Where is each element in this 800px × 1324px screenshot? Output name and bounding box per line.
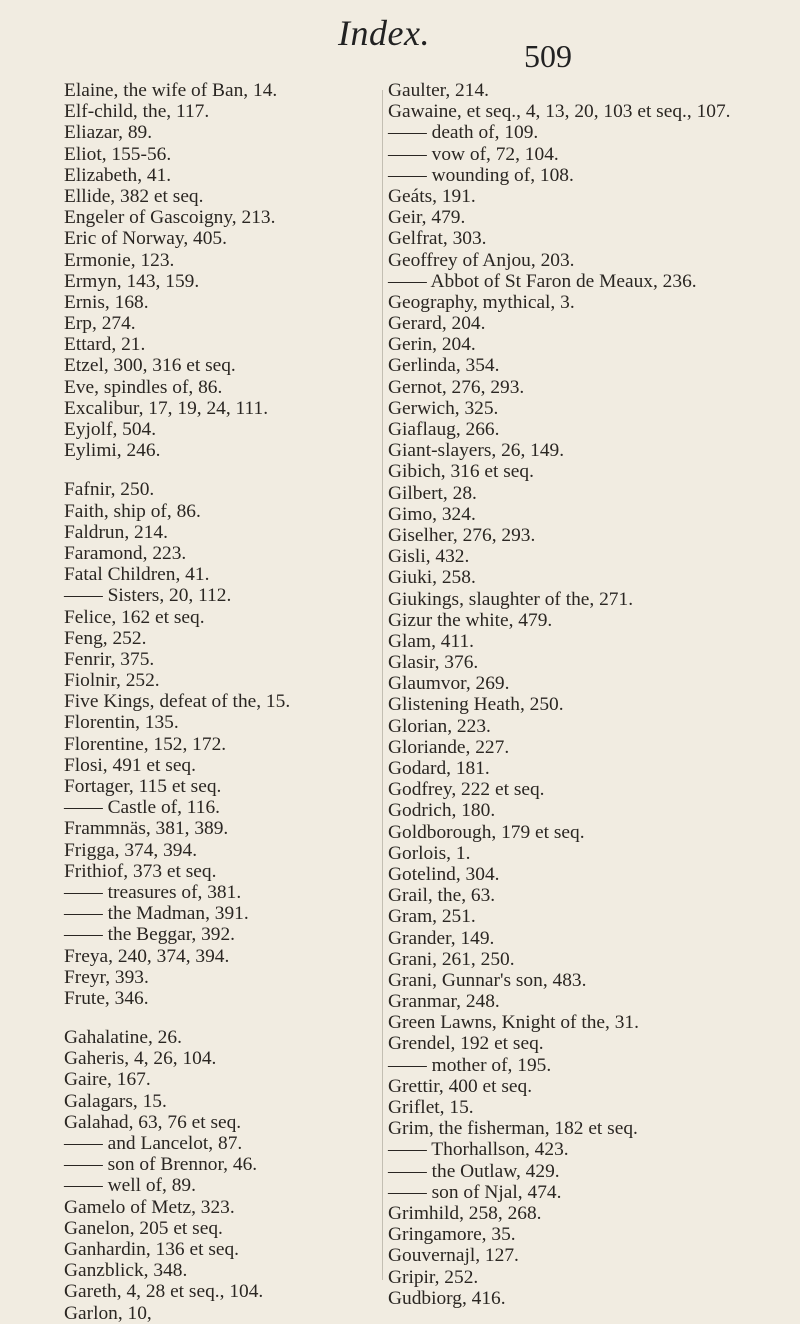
- index-entry: Giuki, 258.: [388, 567, 476, 589]
- index-entry: —— Thorhallson, 423.: [388, 1139, 569, 1161]
- index-entry: Ettard, 21.: [64, 334, 146, 356]
- index-entry: Gaire, 167.: [64, 1069, 151, 1091]
- index-entry: Gripir, 252.: [388, 1266, 479, 1288]
- index-entry: Fafnir, 250.: [64, 479, 155, 501]
- page-title: Index.: [338, 13, 430, 53]
- index-entry: Fenrir, 375.: [64, 648, 155, 670]
- index-entry: —— death of, 109.: [388, 122, 539, 144]
- index-entry: Grim, the fisherman, 182 et seq.: [388, 1118, 638, 1140]
- index-entry: Green Lawns, Knight of the, 31.: [388, 1012, 639, 1034]
- index-entry: —— vow of, 72, 104.: [388, 143, 559, 165]
- left-index-column: [64, 80, 394, 1324]
- index-entry: Grail, the, 63.: [388, 885, 496, 907]
- column-divider: [382, 90, 383, 1280]
- index-entry: —— Castle of, 116.: [64, 797, 221, 819]
- index-entry: —— Abbot of St Faron de Meaux, 236.: [388, 270, 697, 292]
- index-entry: Gerlinda, 354.: [388, 355, 500, 377]
- index-entry: Feng, 252.: [64, 627, 147, 649]
- index-entry: Gorlois, 1.: [388, 842, 471, 864]
- index-entry: Five Kings, defeat of the, 15.: [64, 691, 291, 713]
- index-entry: Ganzblick, 348.: [64, 1260, 188, 1282]
- index-entry: Gram, 251.: [388, 906, 476, 928]
- index-entry: Ganelon, 205 et seq.: [64, 1217, 223, 1239]
- index-entry: Gloriande, 227.: [388, 736, 510, 758]
- index-entry: Fatal Children, 41.: [64, 564, 210, 586]
- index-entry: Etzel, 300, 316 et seq.: [64, 355, 236, 377]
- index-entry: —— well of, 89.: [64, 1175, 196, 1197]
- index-entry: Frigga, 374, 394.: [64, 839, 198, 861]
- index-entry: Godrich, 180.: [388, 800, 496, 822]
- index-entry: Florentine, 152, 172.: [64, 733, 227, 755]
- index-entry: Galahad, 63, 76 et seq.: [64, 1111, 242, 1133]
- index-entry: Frute, 346.: [64, 987, 149, 1009]
- index-entry: Gerard, 204.: [388, 313, 486, 335]
- index-entry: Godard, 181.: [388, 758, 490, 780]
- index-entry: —— wounding of, 108.: [388, 164, 574, 186]
- index-entry: Giukings, slaughter of the, 271.: [388, 588, 634, 610]
- index-entry: Gaulter, 214.: [388, 80, 489, 101]
- index-entry: Freya, 240, 374, 394.: [64, 945, 230, 967]
- running-head: [0, 10, 800, 74]
- index-entry: —— and Lancelot, 87.: [64, 1133, 243, 1154]
- index-entry: —— the Madman, 391.: [64, 903, 249, 925]
- index-entry: Geir, 479.: [388, 207, 466, 229]
- index-entry: Fortager, 115 et seq.: [64, 776, 222, 797]
- index-entry: Florentin, 135.: [64, 712, 179, 734]
- index-entry: Gerin, 204.: [388, 334, 476, 356]
- index-entry: Gaheris, 4, 26, 104.: [64, 1048, 217, 1070]
- index-entry: Griflet, 15.: [388, 1097, 474, 1119]
- index-entry: Geoffrey of Anjou, 203.: [388, 249, 575, 271]
- index-entry: Eliazar, 89.: [64, 122, 153, 144]
- index-entry: Gouvernajl, 127.: [388, 1245, 519, 1267]
- index-entry: Eyjolf, 504.: [64, 419, 157, 440]
- index-entry: Grani, 261, 250.: [388, 948, 515, 970]
- index-entry: Giaflaug, 266.: [388, 419, 500, 441]
- index-entry: Gringamore, 35.: [388, 1224, 516, 1246]
- index-entry: Giant-slayers, 26, 149.: [388, 440, 565, 462]
- index-entry: Gernot, 276, 293.: [388, 376, 525, 398]
- index-entry: Freyr, 393.: [64, 966, 149, 988]
- index-entry: Ermonie, 123.: [64, 249, 175, 271]
- index-entry: Ermyn, 143, 159.: [64, 270, 200, 292]
- index-entry: Elaine, the wife of Ban, 14.: [64, 80, 278, 101]
- index-entry: Giselher, 276, 293.: [388, 524, 536, 546]
- index-entry: Glistening Heath, 250.: [388, 694, 564, 716]
- page-number: 509: [524, 38, 572, 74]
- index-entry: Goldborough, 179 et seq.: [388, 821, 585, 843]
- index-entry: Gisli, 432.: [388, 546, 470, 568]
- index-entry: —— mother of, 195.: [388, 1054, 552, 1076]
- index-entry: Granmar, 248.: [388, 991, 500, 1013]
- index-entry: Faith, ship of, 86.: [64, 500, 201, 522]
- index-entry: Grander, 149.: [388, 927, 495, 949]
- index-entry: Gamelo of Metz, 323.: [64, 1196, 235, 1218]
- index-entry: Ganhardin, 136 et seq.: [64, 1238, 240, 1260]
- index-entry: Grimhild, 258, 268.: [388, 1202, 542, 1224]
- index-entry: Geáts, 191.: [388, 185, 476, 207]
- index-entry: Gizur the white, 479.: [388, 609, 553, 631]
- index-entry: Eliot, 155-56.: [64, 143, 172, 165]
- index-entry: —— son of Njal, 474.: [388, 1181, 562, 1203]
- index-entry: Flosi, 491 et seq.: [64, 754, 196, 776]
- index-entry: Gerwich, 325.: [388, 397, 499, 419]
- index-entry: Glorian, 223.: [388, 715, 491, 737]
- index-entry: Gelfrat, 303.: [388, 228, 487, 250]
- index-entry: Eylimi, 246.: [64, 440, 161, 462]
- index-entry: Elf-child, the, 117.: [64, 101, 210, 123]
- index-entry: Gareth, 4, 28 et seq., 104.: [64, 1281, 264, 1303]
- index-entry: Ellide, 382 et seq.: [64, 185, 204, 207]
- index-entry: Gibich, 316 et seq.: [388, 461, 534, 483]
- index-entry: —— son of Brennor, 46.: [64, 1154, 258, 1176]
- index-entry: Gudbiorg, 416.: [388, 1287, 506, 1309]
- index-entry: Frithiof, 373 et seq.: [64, 860, 217, 882]
- index-entry: Fiolnir, 252.: [64, 670, 160, 692]
- index-entry: —— treasures of, 381.: [64, 881, 242, 903]
- index-entry: Excalibur, 17, 19, 24, 111.: [64, 397, 269, 419]
- index-entry: Grani, Gunnar's son, 483.: [388, 969, 587, 991]
- index-entry: Gahalatine, 26.: [64, 1027, 182, 1049]
- index-entry: Grettir, 400 et seq.: [388, 1075, 533, 1097]
- index-entry: Galagars, 15.: [64, 1090, 167, 1112]
- index-entry: Gotelind, 304.: [388, 863, 500, 885]
- index-entry: Erp, 274.: [64, 313, 136, 335]
- index-entry: Gilbert, 28.: [388, 482, 477, 504]
- index-entry: Glam, 411.: [388, 630, 474, 652]
- index-entry: Garlon, 10,: [64, 1302, 152, 1324]
- index-entry: Gimo, 324.: [388, 503, 476, 525]
- index-entry: Grendel, 192 et seq.: [388, 1033, 544, 1055]
- index-entry: —— the Outlaw, 429.: [388, 1160, 560, 1182]
- index-entry: Glaumvor, 269.: [388, 673, 510, 695]
- index-entry: —— the Beggar, 392.: [64, 924, 236, 946]
- section-gap: [64, 1009, 394, 1027]
- index-entry: Frammnäs, 381, 389.: [64, 818, 229, 840]
- index-entry: Gawaine, et seq., 4, 13, 20, 103 et seq., 107.: [388, 101, 731, 123]
- index-entry: Geography, mythical, 3.: [388, 291, 575, 313]
- index-entry: Elizabeth, 41.: [64, 164, 172, 186]
- index-entry: Ernis, 168.: [64, 291, 149, 313]
- right-index-column: [388, 80, 788, 1309]
- index-entry: Faramond, 223.: [64, 542, 187, 564]
- index-entry: Engeler of Gascoigny, 213.: [64, 207, 276, 229]
- index-entry: —— Sisters, 20, 112.: [64, 585, 232, 607]
- index-entry: Felice, 162 et seq.: [64, 606, 205, 628]
- index-entry: Eve, spindles of, 86.: [64, 376, 223, 398]
- index-entry: Eric of Norway, 405.: [64, 228, 227, 250]
- index-entry: Glasir, 376.: [388, 652, 479, 674]
- section-gap: [64, 461, 394, 479]
- index-entry: Godfrey, 222 et seq.: [388, 779, 545, 801]
- index-entry: Faldrun, 214.: [64, 521, 168, 543]
